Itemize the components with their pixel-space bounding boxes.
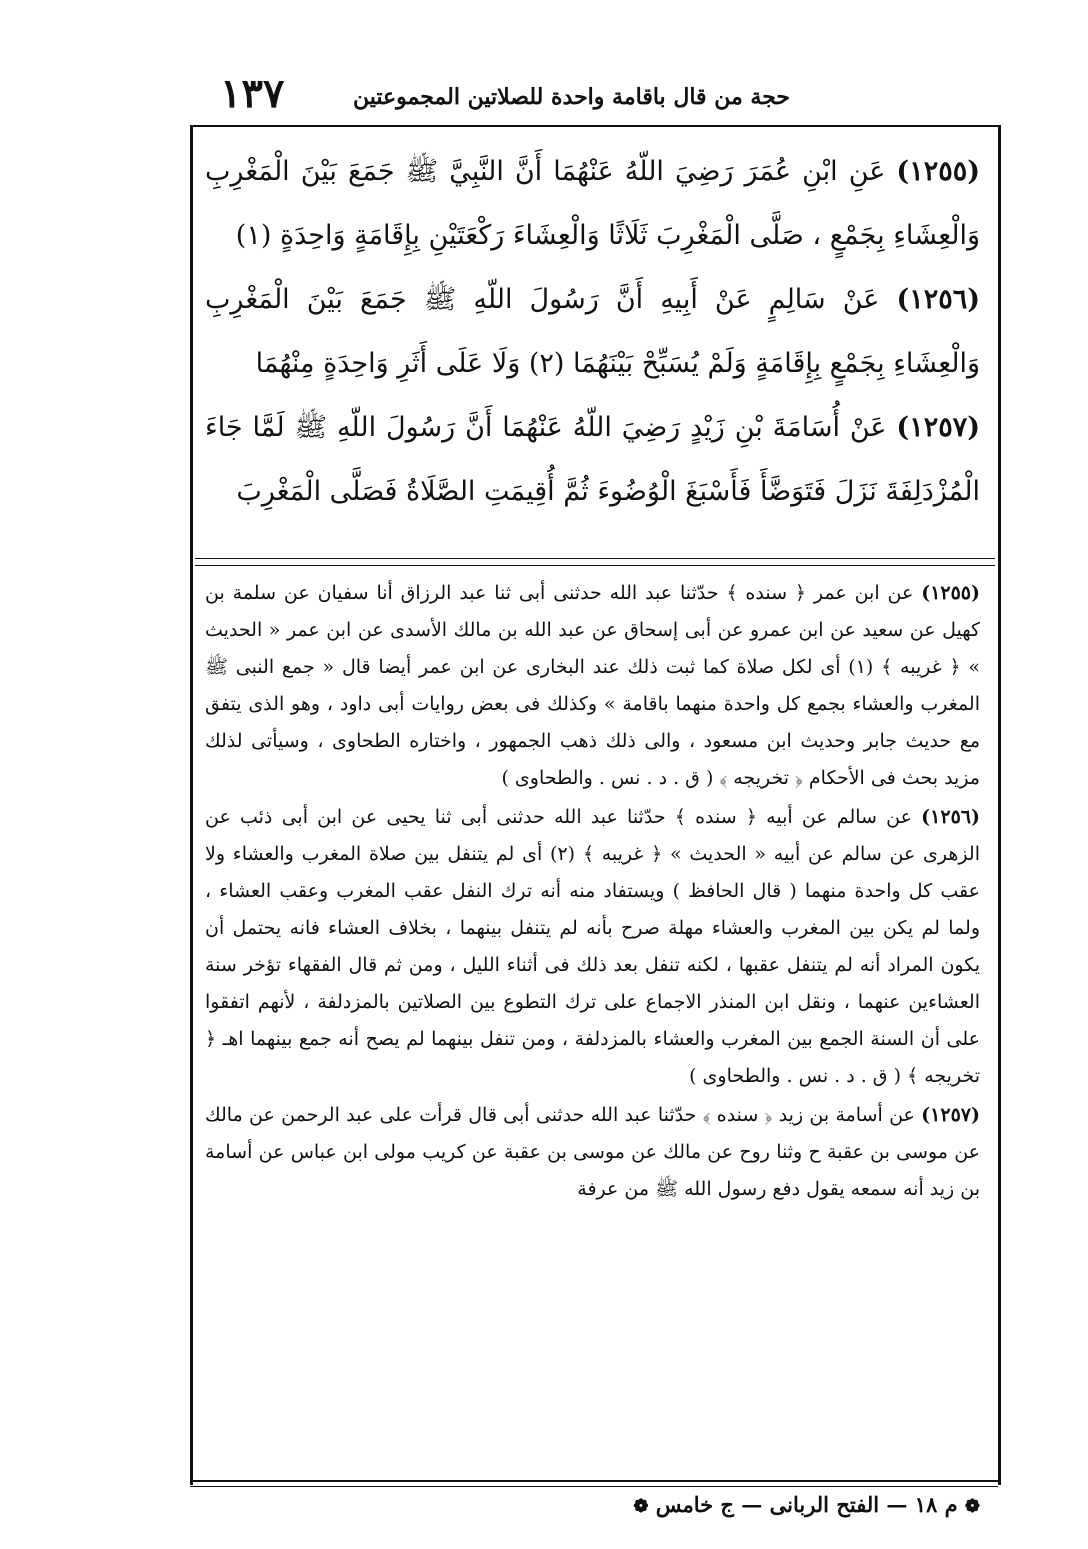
commentary-text: عن أسامة بن زيد ﴿ سنده ﴾ حدّثنا عبد الله حدثنى أبى قال قرأت على عبد الرحمن عن مالك عن موسى بن عقبة ح وثنا روح عن مالك عن موسى بن عقبة عن كريب مولى ابن عباس عن أسامة بن زيد أنه سمعه يقول دفع رسول الله ﷺ من عرفة (205, 1104, 980, 1200)
commentary-number: (١٢٥٦) (921, 806, 980, 828)
hadith-text: عَنِ ابْنِ عُمَرَ رَضِيَ اللّهُ عَنْهُمَا أَنَّ النَّبِيَّ ﷺ جَمَعَ بَيْنَ الْمَغْرِبِ وَالْعِشَاءِ بِجَمْعٍ ، صَلَّى الْمَغْرِبَ ثَلَاثًا وَالْعِشَاءَ رَكْعَتَيْنِ بِإِقَامَةٍ وَاحِدَةٍ (١) (205, 156, 980, 251)
hadith-number: (١٢٥٦) (896, 284, 981, 315)
hadith-text: عَنْ أُسَامَةَ بْنِ زَيْدٍ رَضِيَ اللّهُ عَنْهُمَا أَنَّ رَسُولَ اللّهِ ﷺ لَمَّا جَاءَ الْمُزْدَلِفَةَ نَزَلَ فَتَوَضَّأَ فَأَسْبَغَ الْوُضُوءَ ثُمَّ أُقِيمَتِ الصَّلَاةُ فَصَلَّى الْمَغْرِبَ (205, 412, 980, 507)
ornament-icon: ❁ (633, 1496, 649, 1517)
commentary-1257 (205, 1097, 980, 1208)
commentary-text: عن ابن عمر ﴿ سنده ﴾ حدّثنا عبد الله حدثنى أبى ثنا عبد الرزاق أنا سفيان عن سلمة بن كهيل عن سعيد عن ابن عمرو عن أبى إسحاق عن عبد الله بن مالك الأسدى عن ابن عمر « الحديث » ﴿ غريبه ﴾ (١) أى لكل صلاة كما ثبت ذلك عند البخارى عن ابن عمر أيضا قال « جمع النبى ﷺ المغرب والعشاء بجمع كل واحدة منهما باقامة » وكذلك فى بعض روايات أبى داود ، وهو الذى يتفق مع حديث جابر وحديث ابن مسعود ، والى ذلك ذهب الجمهور ، واختاره الطحاوى ، وسيأتى لذلك مزيد بحث فى الأحكام ﴿ تخريجه ﴾ ( ق . د . نس . والطحاوى ) (205, 582, 981, 789)
commentary-number: (١٢٥٥) (921, 582, 981, 604)
ornament-icon: ❁ (964, 1496, 980, 1517)
section-divider (195, 565, 995, 566)
footer-signature: م ١٨ — الفتح الربانى — ج خامس (655, 1492, 958, 1517)
frame-bottom-rule (190, 1480, 998, 1482)
page-number: ١٣٧ (220, 70, 285, 117)
page-header (200, 70, 800, 120)
commentary-1255 (205, 575, 980, 797)
hadith-number: (١٢٥٥) (896, 156, 980, 187)
hadith-1256 (205, 268, 980, 396)
commentary-number: (١٢٥٧) (921, 1104, 980, 1126)
hadith-1257 (205, 396, 980, 524)
hadith-section (205, 140, 980, 524)
commentary-text: عن سالم عن أبيه ﴿ سنده ﴾ حدّثنا عبد الله حدثنى أبى ثنا يحيى عن ابن أبى ذئب عن الزهرى عن سالم عن أبيه « الحديث » ﴿ غريبه ﴾ (٢) أى لم يتنفل بين صلاة المغرب والعشاء ولا عقب كل واحدة منهما ( قال الحافظ ) ويستفاد منه أنه ترك النفل عقب المغرب وعقب العشاء ، ولما لم يكن بين المغرب والعشاء مهلة صرح بأنه لم يتنفل بينهما ، بخلاف العشاء فانه يحتمل أن يكون المراد أنه لم يتنفل عقبها ، لكنه تنفل بعد ذلك فى أثناء الليل ، ومن ثم قال الفقهاء تؤخر سنة العشاءين عنهما ، ونقل ابن المنذر الاجماع على ترك التطوع بين الصلاتين بالمزدلفة ، لأنهم اتفقوا على أن السنة الجمع بين المغرب والعشاء بالمزدلفة ، ومن تنفل بينهما لم يصح أنه جمع بينهما اهـ ﴿ تخريجه ﴾ ( ق . د . نس . والطحاوى ) (205, 806, 980, 1087)
commentary-1256 (205, 799, 980, 1095)
section-divider (195, 558, 995, 559)
commentary-section (205, 575, 980, 1210)
frame-bottom-rule-thin (190, 1486, 998, 1487)
running-title: حجة من قال باقامة واحدة للصلاتين المجموعتين (353, 84, 790, 110)
hadith-number: (١٢٥٧) (896, 412, 980, 443)
hadith-text: عَنْ سَالِمٍ عَنْ أَبِيهِ أَنَّ رَسُولَ اللّهِ ﷺ جَمَعَ بَيْنَ الْمَغْرِبِ وَالْعِشَاءِ بِجَمْعٍ بِإِقَامَةٍ وَلَمْ يُسَبِّحْ بَيْنَهُمَا (٢) وَلَا عَلَى أَثَرِ وَاحِدَةٍ مِنْهُمَا (205, 284, 980, 379)
page-footer (530, 1492, 980, 1532)
hadith-1255 (205, 140, 980, 268)
